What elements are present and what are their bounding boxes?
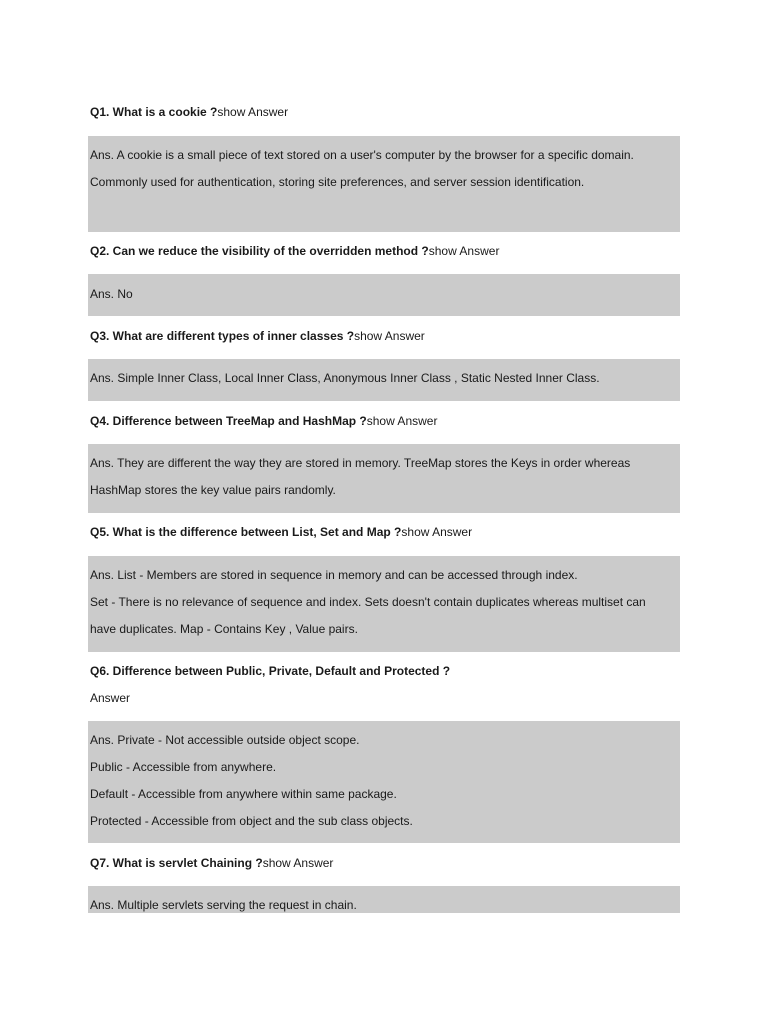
answer-5-line-3: have duplicates. Map - Contains Key , Value pairs. [90,622,358,636]
question-3-text: Q3. What are different types of inner classes ? [90,329,355,343]
question-1 [90,104,680,120]
question-4-text: Q4. Difference between TreeMap and HashMap ? [90,414,367,428]
question-5-text: Q5. What is the difference between List, Set and Map ? [90,525,402,539]
answer-box-3 [88,359,680,401]
question-6 [90,663,680,679]
question-2-text: Q2. Can we reduce the visibility of the overridden method ? [90,244,429,258]
question-1-text: Q1. What is a cookie ? [90,105,218,119]
answer-3-line-1: Ans. Simple Inner Class, Local Inner Class, Anonymous Inner Class , Static Nested Inner Class. [90,371,600,385]
answer-box-4 [88,444,680,513]
answer-7-line-1: Ans. Multiple servlets serving the request in chain. [90,898,357,912]
answer-1-line-1: Ans. A cookie is a small piece of text stored on a user's computer by the browser for a specific domain. [90,148,634,162]
show-answer-link-7[interactable]: show Answer [262,856,334,870]
show-answer-link-4[interactable]: show Answer [366,414,438,428]
answer-6-line-4: Protected - Accessible from object and the sub class objects. [90,814,413,828]
answer-6-line-2: Public - Accessible from anywhere. [90,760,277,774]
show-answer-link-5[interactable]: show Answer [401,525,473,539]
answer-6-line-1: Ans. Private - Not accessible outside object scope. [90,733,360,747]
question-4 [90,413,680,429]
answer-1-line-2: Commonly used for authentication, storing site preferences, and server session identification. [90,175,585,189]
show-answer-link-3[interactable]: show Answer [354,329,425,343]
question-7-text: Q7. What is servlet Chaining ? [90,856,263,870]
question-3 [90,328,680,344]
answer-4-line-2: HashMap stores the key value pairs randomly. [90,483,336,497]
answer-box-7 [88,886,680,913]
question-6-text: Q6. Difference between Public, Private, Default and Protected ? [90,664,451,678]
answer-box-2 [88,274,680,316]
answer-6-line-3: Default - Accessible from anywhere within same package. [90,787,397,801]
answer-4-line-1: Ans. They are different the way they are stored in memory. TreeMap stores the Keys in order whereas [90,456,631,470]
answer-box-5 [88,556,680,652]
answer-5-line-1: Ans. List - Members are stored in sequence in memory and can be accessed through index. [90,568,578,582]
answer-5-line-2: Set - There is no relevance of sequence and index. Sets doesn't contain duplicates whereas multiset can [90,595,646,609]
question-5 [90,524,680,540]
question-2 [90,243,680,259]
answer-box-6 [88,721,680,843]
answer-link-6[interactable]: Answer [90,691,131,705]
show-answer-link-1[interactable]: show Answer [217,105,289,119]
question-7 [90,855,680,871]
show-answer-link-2[interactable]: show Answer [428,244,500,258]
answer-box-1 [88,136,680,232]
answer-2-line-1: Ans. No [90,287,133,301]
